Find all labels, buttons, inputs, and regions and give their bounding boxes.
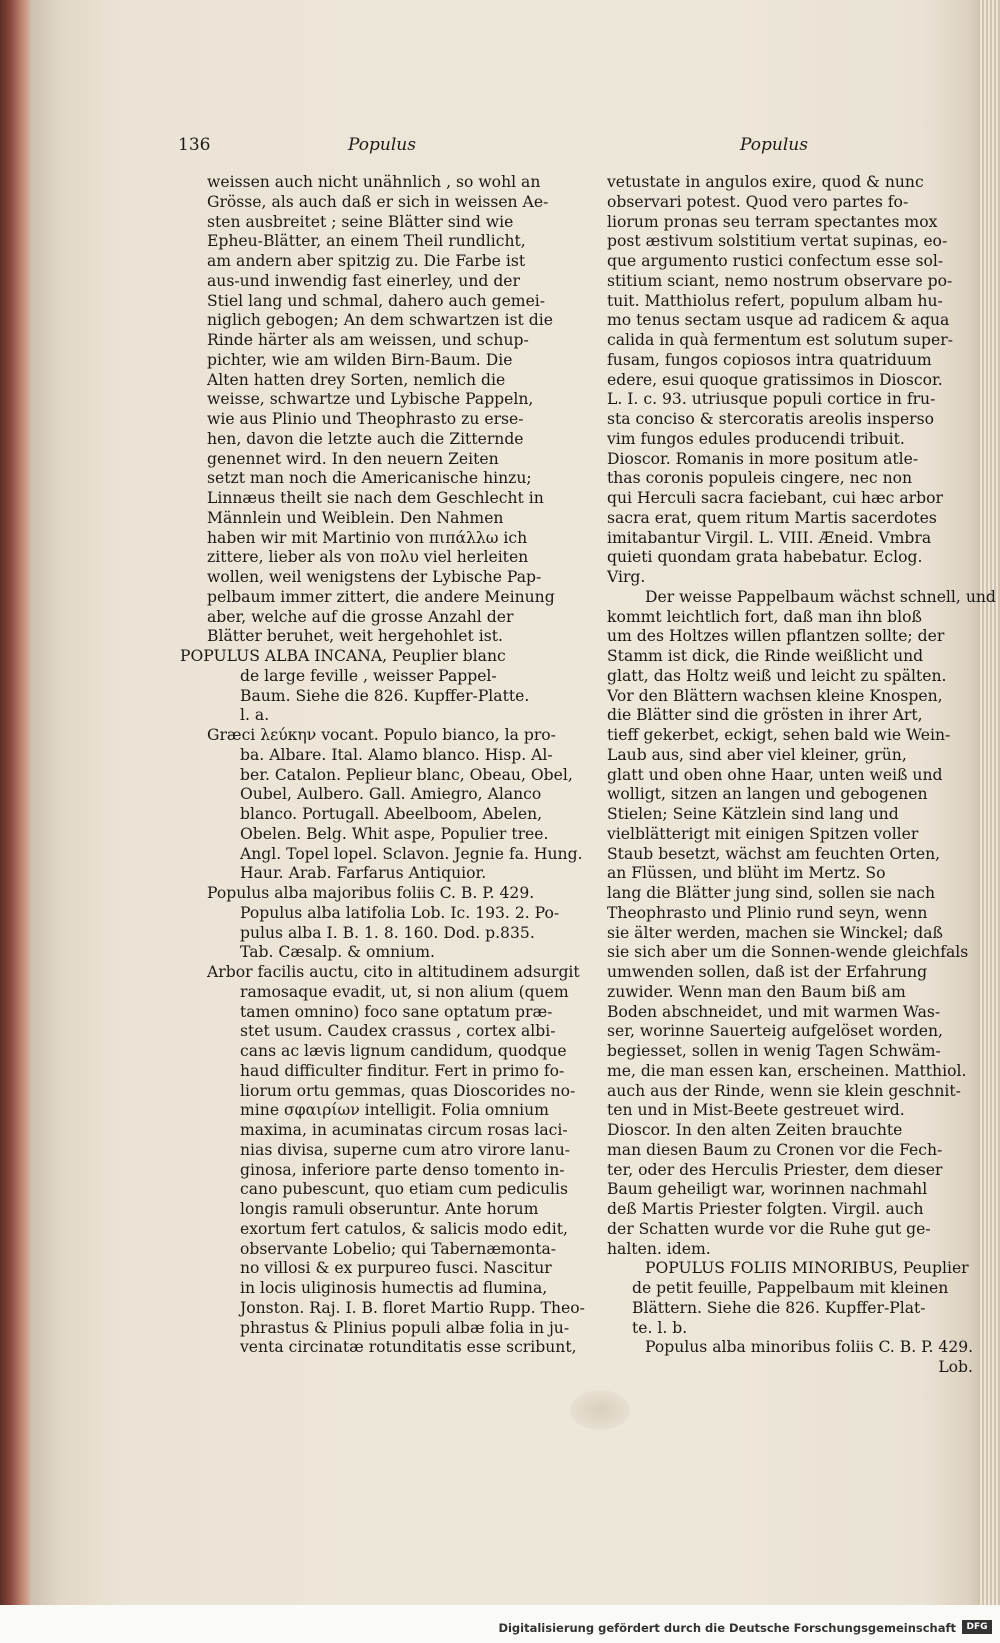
running-head-right: Populus xyxy=(740,135,808,155)
text-line: pulus alba I. B. 1. 8. 160. Dod. p.835. xyxy=(240,923,535,942)
text-line: cans ac lævis lignum candidum, quodque xyxy=(240,1042,567,1060)
text-line: observante Lobelio; qui Tabernæmonta- xyxy=(240,1239,557,1258)
dfg-logo: DFG xyxy=(962,1620,992,1634)
text-line: Alten hatten drey Sorten, nemlich die xyxy=(207,370,506,389)
text-line: de petit feuille, Pappelbaum mit kleinen xyxy=(632,1279,949,1297)
text-line: sie sich aber um die Sonnen-wende gleichfals xyxy=(607,943,969,962)
text-line: hen, davon die letzte auch die Zitternde xyxy=(207,429,524,448)
text-line: glatt, das Holtz weiß und leicht zu spälten. xyxy=(607,666,947,685)
text-line: Lob. xyxy=(938,1358,973,1376)
text-line: Laub aus, sind aber viel kleiner, grün, xyxy=(607,745,907,764)
text-line: mo tenus sectam usque ad radicem & aqua xyxy=(607,311,950,330)
text-line: post æstivum solstitium vertat supinas, eo- xyxy=(607,232,948,251)
text-line: l. a. xyxy=(240,706,270,725)
text-line: Haur. Arab. Farfarus Antiquior. xyxy=(240,864,487,883)
funding-credit: Digitalisierung gefördert durch die Deutsche Forschungsgemeinschaft xyxy=(498,1621,956,1635)
text-line: Epheu-Blätter, an einem Theil rundlicht, xyxy=(207,232,526,251)
text-line: an Flüssen, und blüht im Mertz. So xyxy=(607,864,886,883)
text-line: Populus alba minoribus foliis C. B. P. 429. xyxy=(645,1338,974,1357)
text-line: wolligt, sitzen an langen und gebogenen xyxy=(607,785,928,804)
text-line: stet usum. Caudex crassus , cortex albi- xyxy=(240,1022,556,1041)
text-line: vetustate in angulos exire, quod & nunc xyxy=(607,173,924,191)
text-line: cano pubescunt, quo etiam cum pediculis xyxy=(240,1180,569,1199)
text-line: exortum fert catulos, & salicis modo edit, xyxy=(240,1219,568,1238)
text-line: ginosa, inferiore parte denso tomento in- xyxy=(240,1160,565,1179)
text-line: Arbor facilis auctu, cito in altitudinem adsurgit xyxy=(207,963,580,981)
text-line: haben wir mit Martinio von πιπάλλω ich xyxy=(207,528,528,547)
text-line: L. I. c. 93. utriusque populi cortice in fru- xyxy=(607,390,936,409)
text-line: mine σφαιρίων intelligit. Folia omnium xyxy=(240,1101,549,1120)
text-line: Angl. Topel lopel. Sclavon. Jegnie fa. Hung. xyxy=(240,844,583,863)
text-line: edere, esui quoque gratissimos in Dioscor. xyxy=(607,370,943,389)
page-number: 136 xyxy=(178,135,211,155)
text-line: nias divisa, superne cum atro virore lanu- xyxy=(240,1140,571,1159)
text-line: begiesset, sollen in wenig Tagen Schwäm- xyxy=(607,1042,941,1060)
text-line: kommt leichtlich fort, daß man ihn bloß xyxy=(607,607,922,626)
text-line: setzt man noch die Americanische hinzu; xyxy=(207,469,532,488)
text-line: halten. idem. xyxy=(607,1239,711,1258)
text-line: aus-und inwendig fast einerley, und der xyxy=(207,271,520,290)
text-line: pichter, wie am wilden Birn-Baum. Die xyxy=(207,350,513,369)
text-line: no villosi & ex purpureo fusci. Nascitur xyxy=(240,1259,552,1278)
text-line: Tab. Cæsalp. & omnium. xyxy=(240,943,435,962)
text-line: vim fungos edules producendi tribuit. xyxy=(607,429,905,448)
running-head-left: Populus xyxy=(348,135,416,155)
text-line: Dioscor. In den alten Zeiten brauchte xyxy=(607,1121,903,1139)
text-line: Rinde härter als am weissen, und schup- xyxy=(207,331,529,349)
text-line: Græci λεύκην vocant. Populo bianco, la pro- xyxy=(207,726,556,744)
text-line: deß Martis Priester folgten. Virgil. auch xyxy=(607,1200,924,1218)
text-line: blanco. Portugall. Abeelboom, Abelen, xyxy=(240,805,543,823)
left-text-column xyxy=(180,173,585,1358)
text-line: weisse, schwartze und Lybische Pappeln, xyxy=(207,390,534,409)
text-line: POPULUS FOLIIS MINORIBUS, Peuplier xyxy=(645,1259,969,1278)
text-line: POPULUS ALBA INCANA, Peuplier blanc xyxy=(180,647,506,665)
text-line: Der weisse Pappelbaum wächst schnell, und xyxy=(645,587,996,606)
text-line: me, die man essen kan, erscheinen. Matthiol. xyxy=(607,1061,967,1080)
text-line: pelbaum immer zittert, die andere Meinung xyxy=(207,587,555,606)
text-line: liorum ortu gemmas, quas Dioscorides no- xyxy=(240,1081,576,1100)
text-line: aber, welche auf die grosse Anzahl der xyxy=(207,607,514,626)
text-line: Dioscor. Romanis in more positum atle- xyxy=(607,449,919,468)
text-line: Blätter beruhet, weit hergehohlet ist. xyxy=(207,627,503,646)
text-line: maxima, in acuminatas circum rosas laci- xyxy=(240,1121,568,1139)
text-line: que argumento rustici confectum esse sol- xyxy=(607,252,944,270)
text-line: man diesen Baum zu Cronen vor die Fech- xyxy=(607,1140,943,1159)
text-line: tamen omnino) foco sane optatum præ- xyxy=(240,1002,553,1021)
text-line: zittere, lieber als von πολυ viel herleiten xyxy=(207,548,529,567)
text-line: te. l. b. xyxy=(632,1318,688,1337)
text-line: tuit. Matthiolus refert, populum albam hu- xyxy=(607,291,943,310)
text-line: Oubel, Aulbero. Gall. Amiegro, Alanco xyxy=(240,785,542,804)
text-line: weissen auch nicht unähnlich , so wohl an xyxy=(207,173,541,191)
text-line: Blättern. Siehe die 826. Kupffer-Plat- xyxy=(632,1298,926,1317)
text-line: wollen, weil wenigstens der Lybische Pap- xyxy=(207,568,542,586)
text-line: ter, oder des Herculis Priester, dem dieser xyxy=(607,1160,943,1179)
text-line: Staub besetzt, wächst am feuchten Orten, xyxy=(607,844,941,863)
text-line: ten und in Mist-Beete gestreuet wird. xyxy=(607,1101,905,1120)
text-line: sta conciso & stercoratis areolis insperso xyxy=(607,410,935,428)
text-line: Grösse, als auch daß er sich in weissen Ae- xyxy=(207,192,549,211)
text-line: Stamm ist dick, die Rinde weißlicht und xyxy=(607,647,924,665)
text-line: genennet wird. In den neuern Zeiten xyxy=(207,449,499,468)
text-line: Stielen; Seine Kätzlein sind lang und xyxy=(607,805,899,823)
text-line: zuwider. Wenn man den Baum biß am xyxy=(607,982,906,1001)
text-line: Boden abschneidet, und mit warmen Was- xyxy=(607,1002,941,1021)
text-line: Theophrasto und Plinio rund seyn, wenn xyxy=(607,903,928,922)
text-line: stitium sciant, nemo nostrum observare po- xyxy=(607,271,953,290)
text-line: Männlein und Weiblein. Den Nahmen xyxy=(207,508,504,527)
text-line: qui Herculi sacra faciebant, cui hæc arbor xyxy=(607,489,943,507)
text-line: ber. Catalon. Peplieur blanc, Obeau, Obel, xyxy=(240,765,573,784)
text-line: am andern aber spitzig zu. Die Farbe ist xyxy=(207,252,526,270)
text-line: observari potest. Quod vero partes fo- xyxy=(607,192,909,211)
text-line: um des Holtzes willen pflantzen sollte; der xyxy=(607,627,945,646)
text-line: Stiel lang und schmal, dahero auch gemei- xyxy=(207,291,546,310)
text-line: liorum pronas seu terram spectantes mox xyxy=(607,212,938,231)
text-line: Vor den Blättern wachsen kleine Knospen, xyxy=(607,686,943,705)
text-line: longis ramuli obseruntur. Ante horum xyxy=(240,1200,539,1218)
text-line: Populus alba latifolia Lob. Ic. 193. 2. Po- xyxy=(240,903,560,922)
text-line: haud difficulter finditur. Fert in primo fo- xyxy=(240,1061,565,1080)
text-line: in locis uliginosis humectis ad flumina, xyxy=(240,1279,548,1297)
text-line: ba. Albare. Ital. Alamo blanco. Hisp. Al- xyxy=(240,745,553,764)
text-line: ser, worinne Sauerteig aufgelöset worden, xyxy=(607,1022,944,1041)
text-line: auch aus der Rinde, wenn sie klein geschnit- xyxy=(607,1081,961,1100)
text-line: tieff gekerbet, eckigt, sehen bald wie Wein- xyxy=(607,726,951,744)
text-line: ramosaque evadit, ut, si non alium (quem xyxy=(240,982,569,1001)
text-line: die Blätter sind die grösten in ihrer Art, xyxy=(607,706,923,725)
text-line: phrastus & Plinius populi albæ folia in ju- xyxy=(240,1318,570,1337)
text-line: calida in quà fermentum est solutum super- xyxy=(607,331,953,349)
text-line: umwenden sollen, daß ist der Erfahrung xyxy=(607,963,928,981)
text-line: sie älter werden, machen sie Winckel; daß xyxy=(607,923,943,942)
text-line: lang die Blätter jung sind, sollen sie nach xyxy=(607,884,936,902)
text-line: Jonston. Raj. I. B. floret Martio Rupp. Theo- xyxy=(240,1298,585,1317)
text-line: Obelen. Belg. Whit aspe, Populier tree. xyxy=(240,824,549,843)
text-line: der Schatten wurde vor die Ruhe gut ge- xyxy=(607,1219,931,1238)
page-edges xyxy=(978,0,1000,1605)
text-line: venta circinatæ rotunditatis esse scribunt, xyxy=(240,1338,577,1357)
text-line: quieti quondam grata habebatur. Eclog. xyxy=(607,548,923,567)
text-line: sten ausbreitet ; seine Blätter sind wie xyxy=(207,212,514,231)
text-line: imitabantur Virgil. L. VIII. Æneid. Vmbra xyxy=(607,528,932,547)
text-line: Virg. xyxy=(607,568,646,586)
text-line: vielblätterigt mit einigen Spitzen voller xyxy=(607,824,919,843)
text-line: Populus alba majoribus foliis C. B. P. 429. xyxy=(207,884,535,902)
text-line: niglich gebogen; An dem schwartzen ist die xyxy=(207,311,553,330)
text-line: de large feville , weisser Pappel- xyxy=(240,666,497,685)
text-line: Baum. Siehe die 826. Kupffer-Platte. xyxy=(240,686,530,705)
text-line: Baum geheiligt war, worinnen nachmahl xyxy=(607,1180,928,1199)
text-line: thas coronis populeis cingere, nec non xyxy=(607,469,913,488)
text-line: fusam, fungos copiosos intra quatriduum xyxy=(607,350,932,369)
text-line: sacra erat, quem ritum Martis sacerdotes xyxy=(607,508,937,527)
paper-stain xyxy=(570,1390,630,1430)
text-line: glatt und oben ohne Haar, unten weiß und xyxy=(607,765,943,784)
right-text-column xyxy=(607,173,996,1378)
text-line: Linnæus theilt sie nach dem Geschlecht in xyxy=(207,489,544,507)
text-line: wie aus Plinio und Theophrasto zu erse- xyxy=(207,410,524,428)
